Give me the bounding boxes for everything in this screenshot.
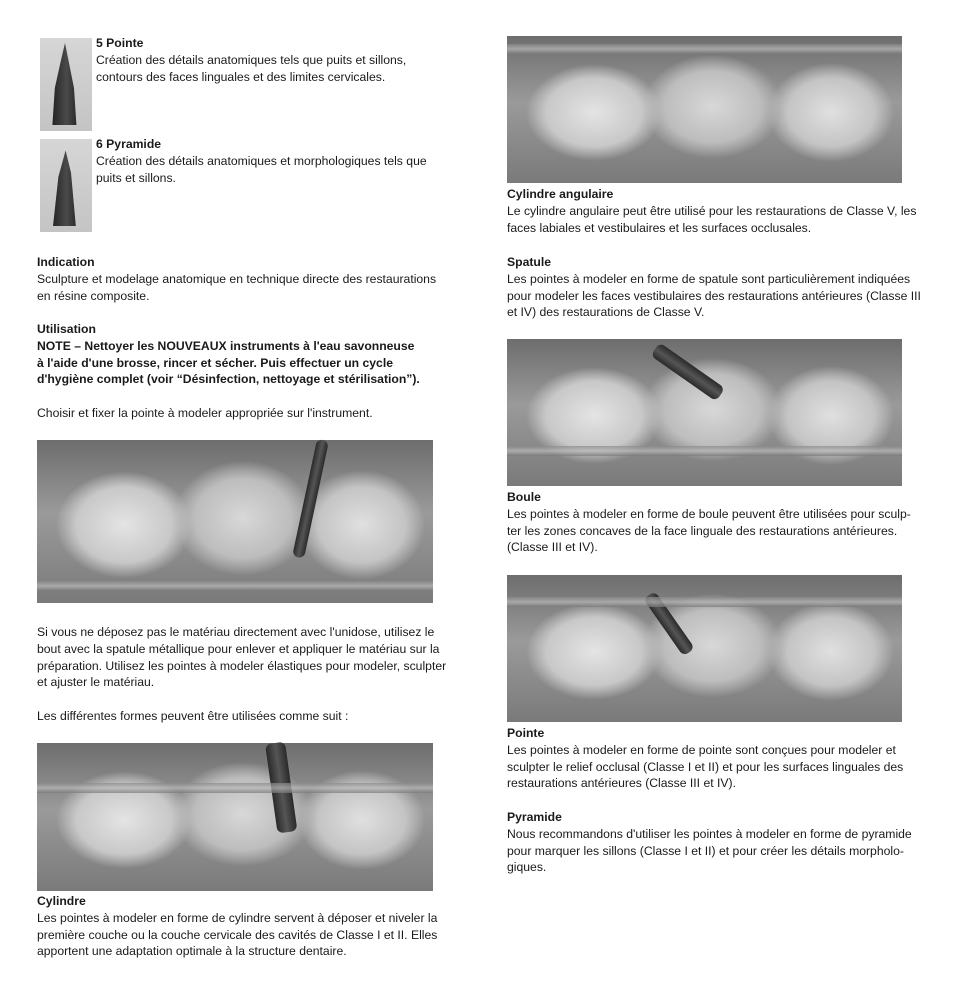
- pyramide-tip-image: [40, 139, 92, 232]
- cylindre-line-3: apportent une adaptation optimale à la structure dentaire.: [37, 944, 347, 959]
- photo-cylindre-angulaire: [507, 36, 902, 183]
- choose-text: Choisir et fixer la pointe à modeler appropriée sur l'instrument.: [37, 406, 373, 420]
- right-pyramide-title: Pyramide: [507, 810, 562, 824]
- pyramide-line-2: puits et sillons.: [96, 170, 176, 185]
- cylindre-title: Cylindre: [37, 894, 86, 908]
- cylindre-angulaire-section: [507, 186, 927, 236]
- deposit-line-4: et ajuster le matériau.: [37, 675, 155, 690]
- boule-section: [507, 489, 927, 556]
- spatule-line-2: pour modeler les faces vestibulaires des restaurations antérieures (Classe III: [507, 288, 921, 303]
- indication-line-2: en résine composite.: [37, 288, 150, 303]
- cylindre-line-1: Les pointes à modeler en forme de cylindre servent à déposer et niveler la: [37, 910, 438, 925]
- matrix-band-shape: [37, 581, 433, 591]
- spatule-title: Spatule: [507, 255, 552, 269]
- spatule-line-1: Les pointes à modeler en forme de spatule sont particulièrement indiquées: [507, 271, 911, 286]
- cylindre-line-2: première couche ou la couche cervicale des cavités de Classe I et II. Elles: [37, 927, 438, 942]
- pointe-tip-shape: [50, 43, 80, 125]
- pointe-line-1: Création des détails anatomiques tels que puits et sillons,: [96, 52, 407, 67]
- metal-spatula-shape: [292, 439, 329, 559]
- angulaire-band-shape: [507, 44, 902, 54]
- utilisation-note-2: à l'aide d'une brosse, rincer et sécher. Puis effectuer un cycle: [37, 355, 393, 370]
- deposit-line-2: bout avec la spatule métallique pour enlever et appliquer le matériau sur la: [37, 641, 440, 656]
- deposit-paragraph: [37, 624, 457, 691]
- indication-section: [37, 254, 457, 304]
- right-pyramide-line-1: Nous recommandons d'utiliser les pointes à modeler en forme de pyramide: [507, 826, 912, 841]
- forms-paragraph: [37, 708, 457, 725]
- boule-band-shape: [507, 446, 902, 456]
- cylindre-section: [37, 893, 457, 960]
- utilisation-section: [37, 321, 457, 388]
- boule-title: Boule: [507, 490, 541, 504]
- utilisation-note-3: d'hygiène complet (voir “Désinfection, nettoyage et stérilisation”).: [37, 372, 420, 387]
- utilisation-note-1: NOTE – Nettoyer les NOUVEAUX instruments à l'eau savonneuse: [37, 338, 415, 353]
- cylindre-angulaire-title: Cylindre angulaire: [507, 187, 614, 201]
- photo-spatula-application: [37, 440, 433, 603]
- pointe-tip-image: [40, 38, 92, 131]
- spatule-section: [507, 254, 927, 321]
- right-pointe-line-2: sculpter le relief occlusal (Classe I et II) et pour les surfaces linguales des: [507, 759, 904, 774]
- photo-pointe: [507, 575, 902, 722]
- right-pointe-line-3: restaurations antérieures (Classe III et IV).: [507, 776, 736, 791]
- forms-text: Les différentes formes peuvent être utilisées comme suit :: [37, 709, 349, 723]
- choose-paragraph: [37, 405, 457, 422]
- photo-boule: [507, 339, 902, 486]
- cylindre-angulaire-line-2: faces labiales et vestibulaires et les surfaces occlusales.: [507, 220, 812, 235]
- deposit-line-3: préparation. Utilisez les pointes à modeler élastiques pour modeler, sculpter: [37, 658, 447, 673]
- boule-tool-shape: [650, 342, 725, 401]
- indication-title: Indication: [37, 255, 95, 269]
- right-pyramide-section: [507, 809, 927, 876]
- pointe-section: [96, 35, 456, 85]
- boule-line-2: ter les zones concaves de la face linguale des restaurations antérieures.: [507, 523, 898, 538]
- right-pyramide-line-3: giques.: [507, 860, 547, 875]
- right-pointe-section: [507, 725, 927, 792]
- right-pyramide-line-2: pour marquer les sillons (Classe I et II) et pour créer les détails morpholo-: [507, 843, 904, 858]
- photo-cylindre: [37, 743, 433, 891]
- pointe-title: 5 Pointe: [96, 36, 144, 50]
- deposit-line-1: Si vous ne déposez pas le matériau directement avec l'unidose, utilisez le: [37, 625, 435, 639]
- utilisation-title: Utilisation: [37, 322, 96, 336]
- pyramide-line-1: Création des détails anatomiques et morphologiques tels que: [96, 153, 427, 168]
- right-pointe-title: Pointe: [507, 726, 545, 740]
- spatule-line-3: et IV) des restaurations de Classe V.: [507, 305, 705, 320]
- cylindre-angulaire-line-1: Le cylindre angulaire peut être utilisé pour les restaurations de Classe V, les: [507, 203, 917, 218]
- right-pointe-line-1: Les pointes à modeler en forme de pointe sont conçues pour modeler et: [507, 742, 896, 757]
- boule-line-3: (Classe III et IV).: [507, 540, 598, 555]
- cylindre-band-shape: [37, 783, 433, 793]
- pyramide-tip-shape: [50, 144, 80, 226]
- pyramide-section: [96, 136, 456, 186]
- indication-line-1: Sculpture et modelage anatomique en technique directe des restaurations: [37, 271, 437, 286]
- pointe-line-2: contours des faces linguales et des limites cervicales.: [96, 69, 386, 84]
- boule-line-1: Les pointes à modeler en forme de boule peuvent être utilisées pour sculp-: [507, 506, 911, 521]
- pyramide-title: 6 Pyramide: [96, 137, 162, 151]
- pointe-band-shape: [507, 597, 902, 607]
